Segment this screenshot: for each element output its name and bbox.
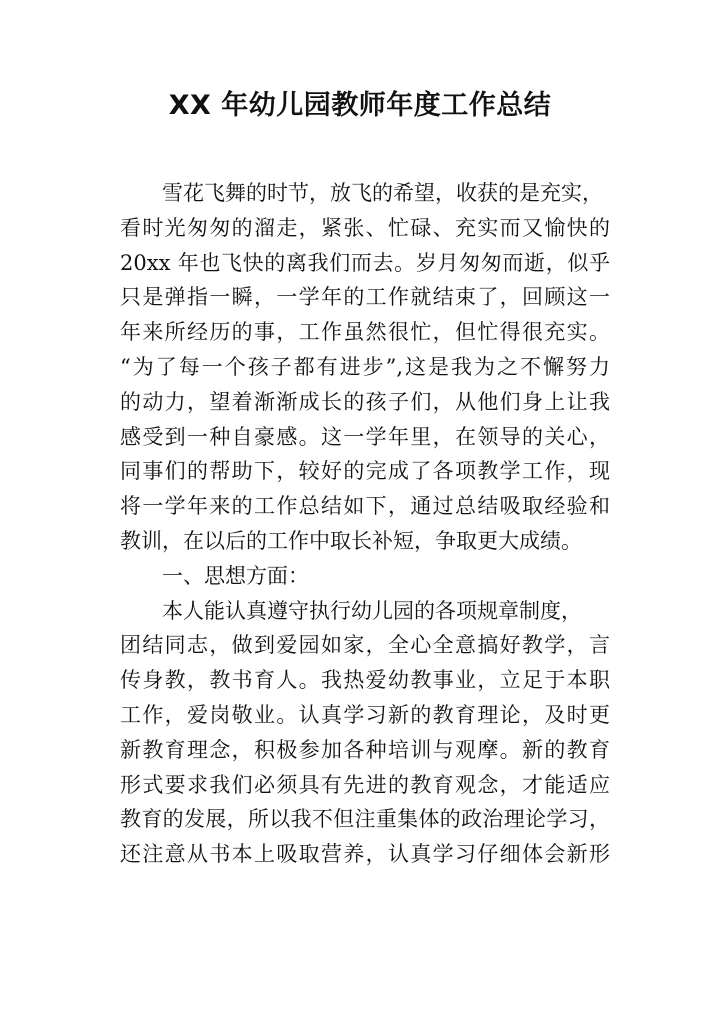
- paragraph-line: 将一学年来的工作总结如下，通过总结吸取经验和: [120, 494, 610, 519]
- paragraph-line: 新教育理念，积极参加各种培训与观摩。新的教育: [120, 737, 610, 762]
- paragraph-line: 年来所经历的事，工作虽然很忙，但忙得很充实。: [120, 320, 610, 345]
- paragraph-line: 传身教，教书育人。我热爱幼教事业，立足于本职: [120, 668, 610, 693]
- paragraph-line: 教训，在以后的工作中取长补短，争取更大成绩。: [120, 528, 582, 553]
- paragraph-line: 还注意从书本上吸取营养，认真学习仔细体会新形: [120, 842, 610, 867]
- paragraph-line: “为了每一个孩子都有进步”,这是我为之不懈努力: [120, 354, 610, 379]
- paragraph-line: 本人能认真遵守执行幼儿园的各项规章制度，: [162, 598, 582, 623]
- document-body: [120, 176, 610, 872]
- paragraph-line: 的动力，望着渐渐成长的孩子们，从他们身上让我: [120, 389, 610, 414]
- paragraph-line: 团结同志，做到爱园如家，全心全意搞好教学，言: [120, 633, 610, 658]
- paragraph-line: 只是弹指一瞬，一学年的工作就结束了，回顾这一: [120, 285, 610, 310]
- paragraph-line: 感受到一种自豪感。这一学年里，在领导的关心，: [120, 424, 610, 449]
- paragraph-line: 形式要求我们必须具有先进的教育观念，才能适应: [120, 772, 610, 797]
- paragraph-line: 工作，爱岗敬业。认真学习新的教育理论，及时更: [120, 702, 610, 727]
- paragraph-line: 20xx 年也飞快的离我们而去。岁月匆匆而逝，似乎: [120, 250, 610, 275]
- paragraph-line: 教育的发展，所以我不但注重集体的政治理论学习，: [120, 807, 610, 832]
- section-heading: 一、思想方面：: [162, 563, 309, 588]
- paragraph-line: 雪花飞舞的时节，放飞的希望，收获的是充实，: [162, 181, 603, 205]
- document-title: XX 年幼儿园教师年度工作总结: [168, 90, 552, 121]
- paragraph-line: 同事们的帮助下，较好的完成了各项教学工作，现: [120, 459, 610, 484]
- paragraph-line: 看时光匆匆的溜走，紧张、忙碌、充实而又愉快的: [120, 215, 610, 240]
